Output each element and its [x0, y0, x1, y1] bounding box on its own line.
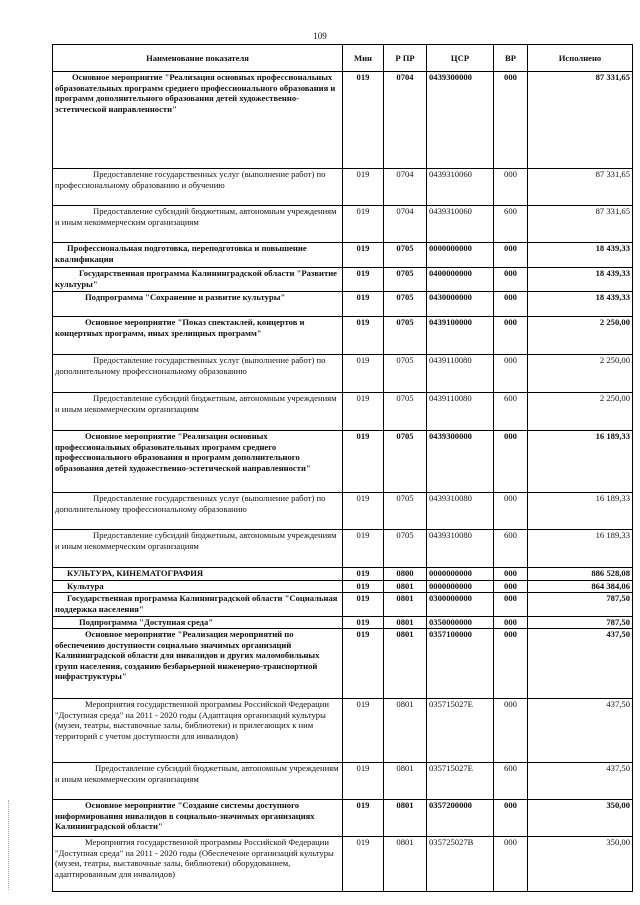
page-number: 109 [313, 31, 327, 41]
row-value: 2 250,00 [528, 393, 633, 431]
row-vr: 000 [494, 800, 528, 837]
row-vr: 600 [494, 763, 528, 800]
row-rpr: 0705 [384, 243, 427, 268]
row-name: Основное мероприятие "Реализация основных профессиональных образовательных программ среднего профессионального образования и программ дополнительного образования детей художественно-эстетической направленности" [53, 72, 343, 169]
row-csr: 0000000000 [427, 581, 494, 593]
row-csr: 0300000000 [427, 593, 494, 617]
header-min: Мин [343, 45, 384, 72]
row-vr: 000 [494, 317, 528, 355]
table-header-row [53, 45, 633, 72]
table-row [53, 617, 633, 629]
row-csr: 0000000000 [427, 243, 494, 268]
table-row [53, 169, 633, 206]
row-rpr: 0801 [384, 629, 427, 699]
row-value: 437,50 [528, 629, 633, 699]
row-vr: 000 [494, 617, 528, 629]
row-value: 437,50 [528, 699, 633, 763]
row-min: 019 [343, 699, 384, 763]
row-min: 019 [343, 593, 384, 617]
row-rpr: 0800 [384, 568, 427, 581]
header-value: Исполнено [528, 45, 633, 72]
table-row [53, 243, 633, 268]
row-value: 87 331,65 [528, 72, 633, 169]
row-min: 019 [343, 530, 384, 568]
table-row [53, 800, 633, 837]
row-name: Предоставление субсидий бюджетным, автономным учреждениям и иным некоммерческим организациям [53, 393, 343, 431]
row-name: КУЛЬТУРА, КИНЕМАТОГРАФИЯ [53, 568, 343, 581]
table-row [53, 292, 633, 317]
row-vr: 000 [494, 292, 528, 317]
row-name: Основное мероприятие "Создание системы доступного информирования инвалидов в социально-значимых организациях Калининградской области" [53, 800, 343, 837]
row-name: Предоставление государственных услуг (выполнение работ) по профессиональному образованию и обучению [53, 169, 343, 206]
row-value: 18 439,33 [528, 292, 633, 317]
row-csr: 0439300000 [427, 72, 494, 169]
row-vr: 000 [494, 581, 528, 593]
row-name: Мероприятия государственной программы Российской Федерации "Доступная среда" на 2011 - 2020 годы (Обеспечение организаций культуры (музеи, театры, выставочные залы, библиотеки) оборудованием, адаптированным для инвалидов) [53, 837, 343, 892]
row-rpr: 0705 [384, 493, 427, 530]
row-vr: 600 [494, 530, 528, 568]
row-name: Культура [53, 581, 343, 593]
row-vr: 000 [494, 431, 528, 493]
row-csr: 035715027E [427, 763, 494, 800]
table-row [53, 568, 633, 581]
row-rpr: 0704 [384, 169, 427, 206]
table-row [53, 206, 633, 243]
row-min: 019 [343, 629, 384, 699]
row-min: 019 [343, 493, 384, 530]
row-value: 87 331,65 [528, 169, 633, 206]
row-value: 16 189,33 [528, 530, 633, 568]
row-name: Предоставление субсидий бюджетным, автономным учреждениям и иным некоммерческим организациям [53, 530, 343, 568]
row-rpr: 0801 [384, 699, 427, 763]
table-row [53, 530, 633, 568]
row-min: 019 [343, 292, 384, 317]
row-name: Основное мероприятие "Реализация основных профессиональных образовательных программ среднего профессионального образования и программ дополнительного образования детей художественно-эстетической направленности" [53, 431, 343, 493]
row-min: 019 [343, 431, 384, 493]
row-vr: 000 [494, 629, 528, 699]
row-name: Предоставление субсидий бюджетным, автономным учреждениям и иным некоммерческим организациям [53, 763, 343, 800]
row-csr: 0000000000 [427, 568, 494, 581]
row-vr: 600 [494, 206, 528, 243]
row-csr: 0430000000 [427, 292, 494, 317]
row-value: 350,00 [528, 837, 633, 892]
header-csr: ЦСР [427, 45, 494, 72]
row-csr: 0357200000 [427, 800, 494, 837]
row-csr: 035725027B [427, 837, 494, 892]
row-value: 18 439,33 [528, 268, 633, 292]
table-row [53, 268, 633, 292]
row-vr: 000 [494, 837, 528, 892]
row-value: 864 384,06 [528, 581, 633, 593]
row-value: 18 439,33 [528, 243, 633, 268]
row-rpr: 0801 [384, 800, 427, 837]
row-min: 019 [343, 568, 384, 581]
header-vr: ВР [494, 45, 528, 72]
table-row [53, 355, 633, 393]
row-value: 87 331,65 [528, 206, 633, 243]
row-value: 2 250,00 [528, 317, 633, 355]
row-value: 787,50 [528, 593, 633, 617]
row-vr: 000 [494, 72, 528, 169]
row-min: 019 [343, 72, 384, 169]
row-rpr: 0705 [384, 431, 427, 493]
row-name: Государственная программа Калининградской области "Развитие культуры" [53, 268, 343, 292]
row-min: 019 [343, 317, 384, 355]
table-row [53, 581, 633, 593]
row-csr: 0439310060 [427, 206, 494, 243]
header-rpr: Р ПР [384, 45, 427, 72]
row-rpr: 0704 [384, 206, 427, 243]
row-rpr: 0801 [384, 617, 427, 629]
row-vr: 000 [494, 243, 528, 268]
row-value: 787,50 [528, 617, 633, 629]
budget-execution-table [52, 44, 633, 892]
row-rpr: 0801 [384, 837, 427, 892]
row-name: Мероприятия государственной программы Российской Федерации "Доступная среда" на 2011 - 2020 годы (Адаптация организаций культуры (музеи, театры, выставочные залы, библиотеки) и прилегающих к ним территорий с учетом доступности для инвалидов) [53, 699, 343, 763]
table-row [53, 431, 633, 493]
table-row [53, 393, 633, 431]
row-vr: 000 [494, 355, 528, 393]
row-csr: 035715027E [427, 699, 494, 763]
row-value: 350,00 [528, 800, 633, 837]
row-vr: 000 [494, 699, 528, 763]
row-name: Предоставление государственных услуг (выполнение работ) по дополнительному профессиональному образованию [53, 493, 343, 530]
scan-edge-mark [8, 800, 10, 890]
header-name: Наименование показателя [53, 45, 343, 72]
row-rpr: 0801 [384, 581, 427, 593]
row-min: 019 [343, 617, 384, 629]
row-csr: 0439310080 [427, 530, 494, 568]
row-csr: 0439310060 [427, 169, 494, 206]
table-row [53, 699, 633, 763]
table-row [53, 593, 633, 617]
table-row [53, 317, 633, 355]
row-vr: 000 [494, 268, 528, 292]
table-row [53, 629, 633, 699]
row-name: Предоставление субсидий бюджетным, автономным учреждениям и иным некоммерческим организациям [53, 206, 343, 243]
row-value: 437,50 [528, 763, 633, 800]
row-csr: 0350000000 [427, 617, 494, 629]
row-name: Государственная программа Калининградской области "Социальная поддержка населения" [53, 593, 343, 617]
row-min: 019 [343, 206, 384, 243]
row-min: 019 [343, 837, 384, 892]
row-vr: 000 [494, 493, 528, 530]
row-name: Основное мероприятие "Реализация мероприятий по обеспечению доступности социально значимых организаций Калининградской области для инвалидов и других маломобильных групп населения, созданию безбарьерной инженерно-транспортной инфраструктуры" [53, 629, 343, 699]
row-min: 019 [343, 355, 384, 393]
row-rpr: 0705 [384, 530, 427, 568]
row-rpr: 0705 [384, 292, 427, 317]
row-value: 2 250,00 [528, 355, 633, 393]
row-name: Подпрограмма "Доступная среда" [53, 617, 343, 629]
row-csr: 0439110080 [427, 355, 494, 393]
table-row [53, 763, 633, 800]
row-value: 886 528,08 [528, 568, 633, 581]
row-csr: 0400000000 [427, 268, 494, 292]
row-rpr: 0705 [384, 355, 427, 393]
row-csr: 0439100000 [427, 317, 494, 355]
row-name: Профессиональная подготовка, переподготовка и повышение квалификации [53, 243, 343, 268]
row-value: 16 189,33 [528, 431, 633, 493]
row-vr: 000 [494, 169, 528, 206]
row-rpr: 0704 [384, 72, 427, 169]
table-row [53, 493, 633, 530]
row-min: 019 [343, 763, 384, 800]
row-vr: 000 [494, 568, 528, 581]
row-csr: 0439300000 [427, 431, 494, 493]
row-vr: 600 [494, 393, 528, 431]
row-min: 019 [343, 581, 384, 593]
row-min: 019 [343, 243, 384, 268]
row-name: Основное мероприятие "Показ спектаклей, концертов и концертных программ, иных зрелищных программ" [53, 317, 343, 355]
table-row [53, 72, 633, 169]
row-value: 16 189,33 [528, 493, 633, 530]
row-min: 019 [343, 393, 384, 431]
row-vr: 000 [494, 593, 528, 617]
row-rpr: 0801 [384, 763, 427, 800]
row-rpr: 0705 [384, 317, 427, 355]
row-csr: 0439310080 [427, 493, 494, 530]
row-rpr: 0705 [384, 393, 427, 431]
row-name: Подпрограмма "Сохранение и развитие культуры" [53, 292, 343, 317]
row-rpr: 0801 [384, 593, 427, 617]
row-rpr: 0705 [384, 268, 427, 292]
row-min: 019 [343, 800, 384, 837]
row-name: Предоставление государственных услуг (выполнение работ) по дополнительному профессиональному образованию [53, 355, 343, 393]
row-min: 019 [343, 169, 384, 206]
row-csr: 0357100000 [427, 629, 494, 699]
row-csr: 0439110080 [427, 393, 494, 431]
table-row [53, 837, 633, 892]
row-min: 019 [343, 268, 384, 292]
